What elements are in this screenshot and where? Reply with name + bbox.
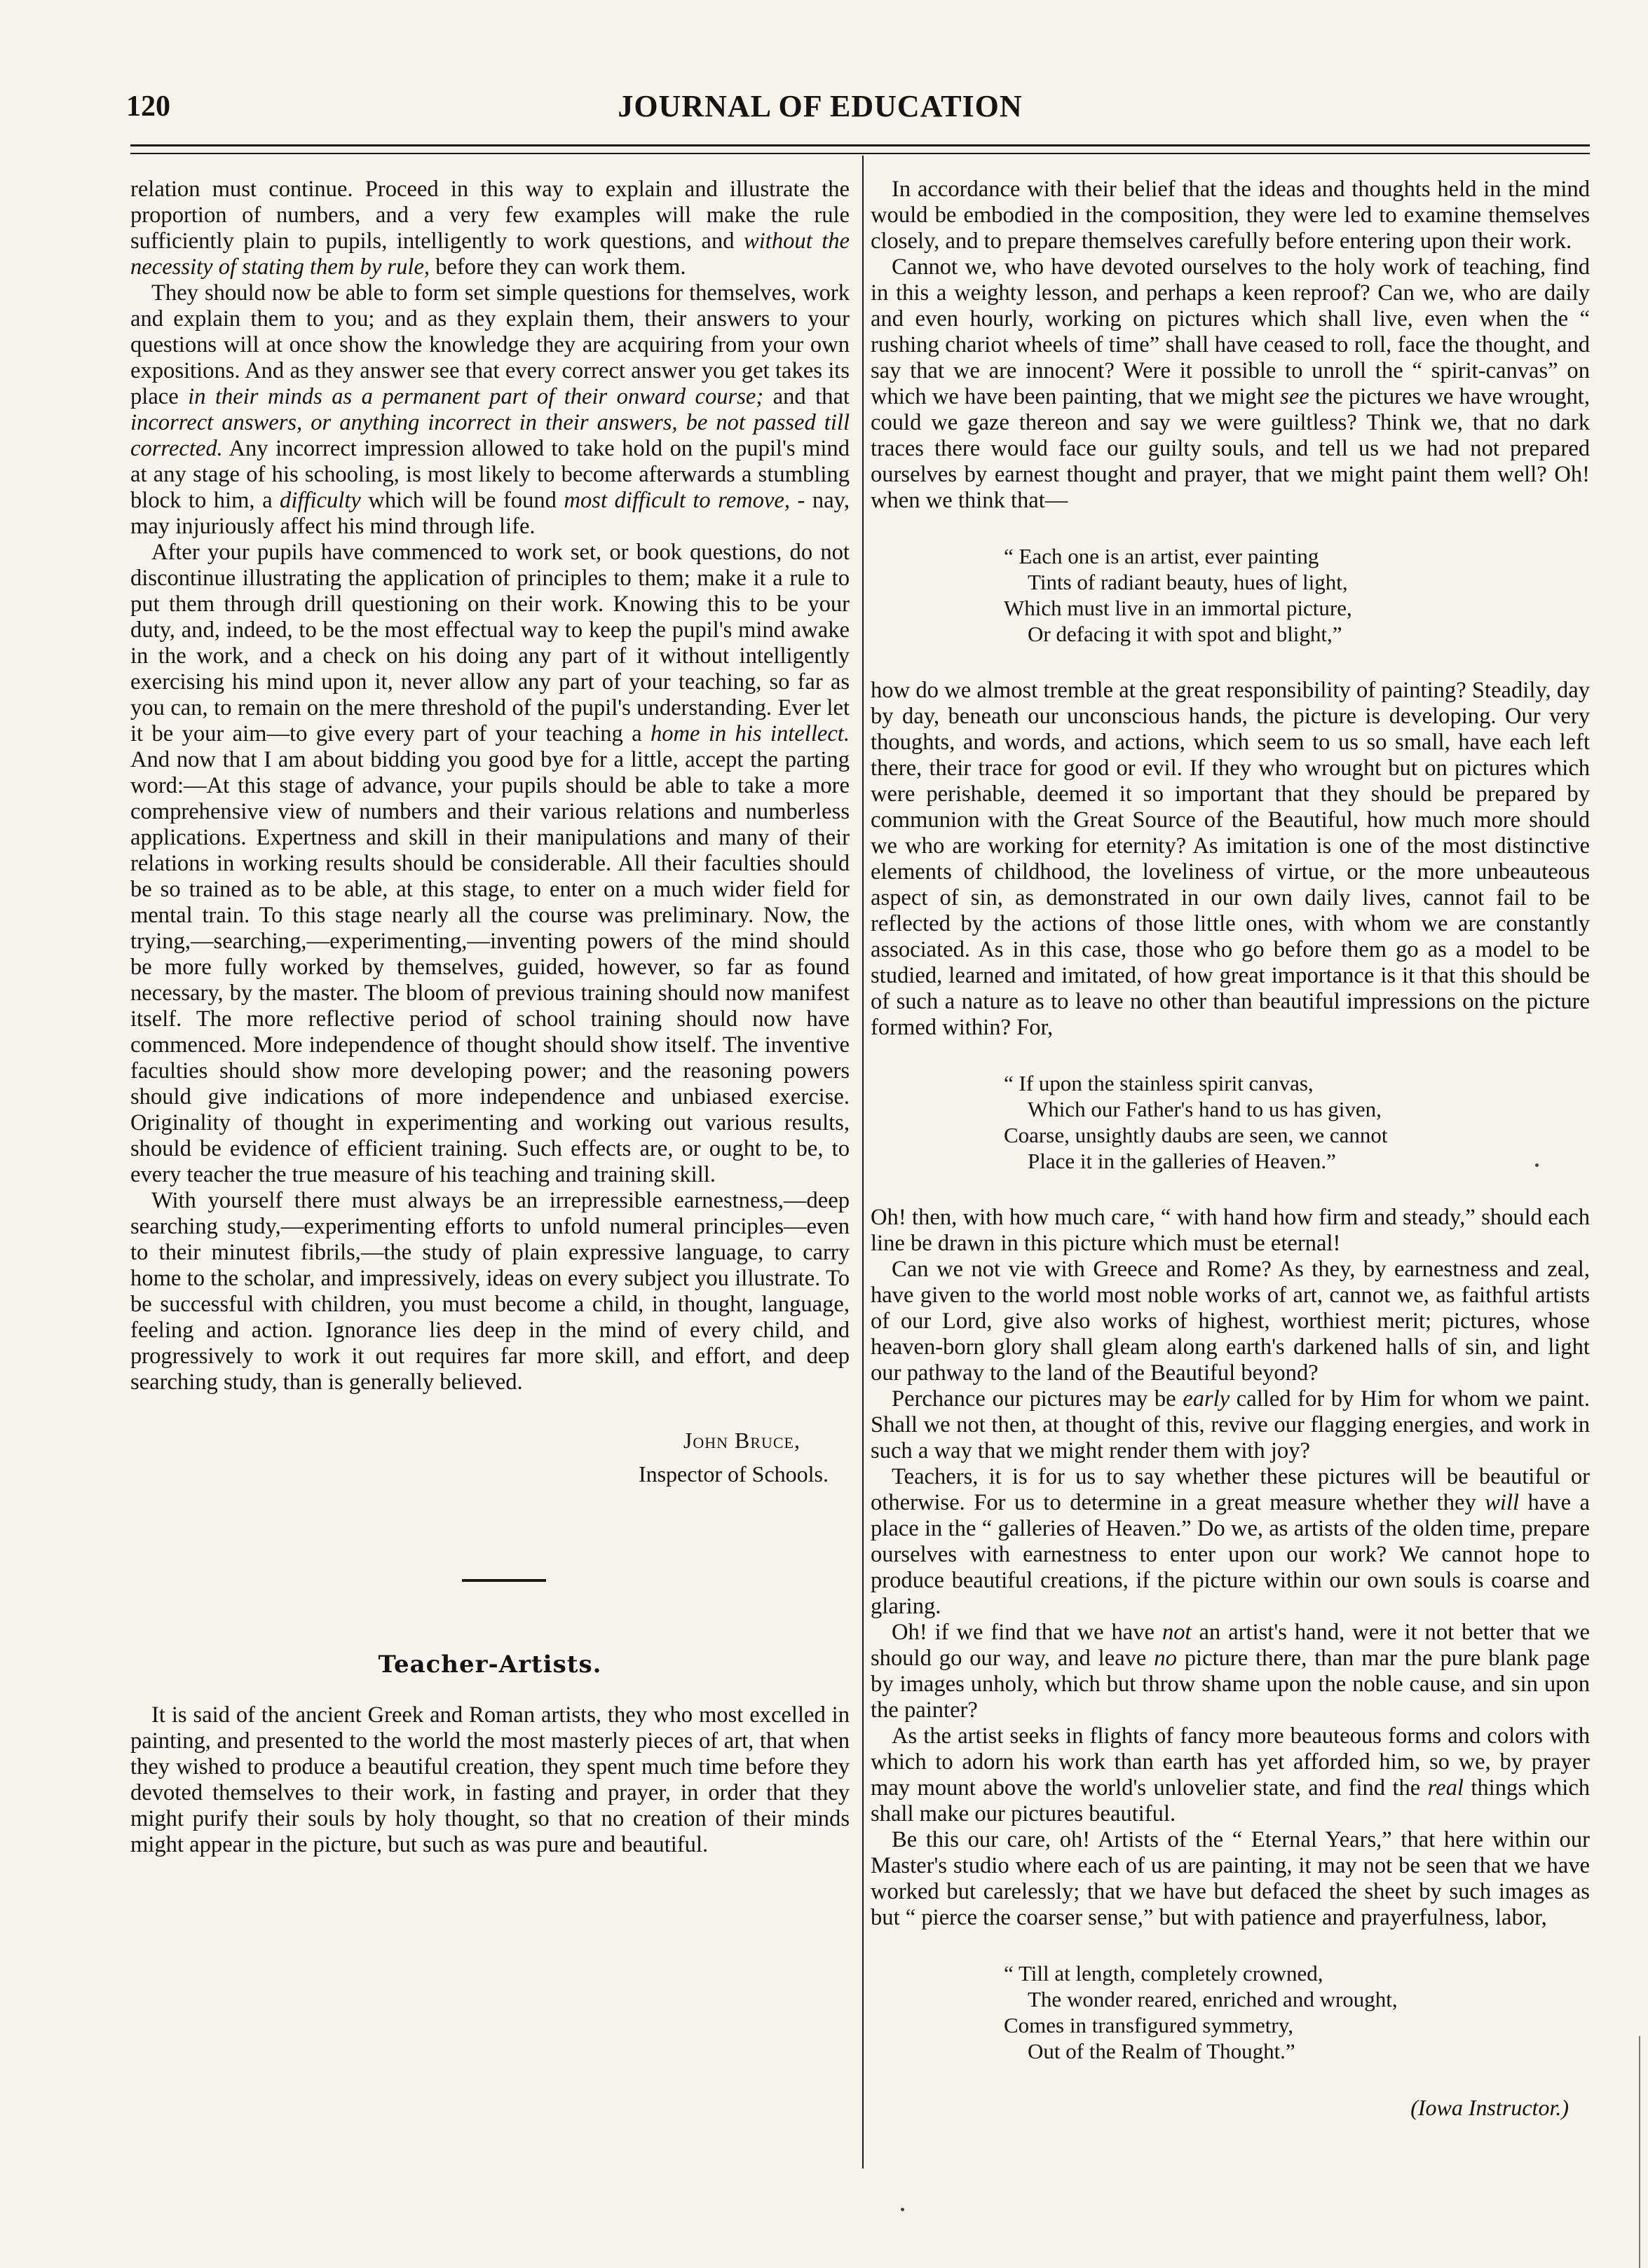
poem-line: Place it in the galleries of Heaven.” <box>1028 1149 1336 1173</box>
right-paragraph-10: Be this our care, oh! Artists of the “ Eternal Years,” that here within our Master's studio where each of us are painting, it may not be seen that we have worked but carelessly; that we have but defaced the sheet by such images as but “ pierce the coarser sense,” but with patience and prayerfulness, labor, <box>871 1827 1590 1930</box>
poem-line: Tints of radiant beauty, hues of light, <box>1028 570 1348 594</box>
source-credit: (Iowa Instructor.) <box>1410 2095 1569 2120</box>
poem-line: Coarse, unsightly daubs are seen, we cannot <box>1004 1123 1388 1147</box>
right-paragraph-3: how do we almost tremble at the great responsibility of painting? Steadily, day by day, beneath our unconscious hands, the picture is developing. Our very thoughts, and words, and actions, which seem to us so small, have each left there, their trace for good or evil. If they who wrought but on pictures which were perishable, deemed it so important that they should be prepared by communion with the Great Source of the Beautiful, how much more should we who are working for eternity? As imitation is one of the most distinctive elements of childhood, the loveliness of virtue, or the more unbeauteous aspect of sin, as demonstrated in our own daily lives, cannot fail to be reflected by the actions of those little ones, with whom we are constantly associated. As in this case, those who go before them go as a model to be studied, learned and imitated, of how great importance is it that this should be of such a nature as to leave no other than beautiful impressions on the picture formed within? For, <box>871 678 1590 1040</box>
signature-title: Inspector of Schools. <box>638 1461 829 1487</box>
poem-line: The wonder reared, enriched and wrought, <box>1028 1987 1398 2011</box>
right-column <box>871 177 1590 2121</box>
right-paragraph-2: Cannot we, who have devoted ourselves to the holy work of teaching, find in this a weighty lesson, and perhaps a keen reproof? Can we, who are daily and even hourly, working on pictures which shall live, even when the “ rushing chariot wheels of time” shall have ceased to roll, face the thought, and say that we are innocent? Were it possible to unroll the “ spirit-canvas” on which we have been painting, that we might see the pictures we have wrought, could we gaze thereon and say we were guiltless? Think we, that no dark traces there would face our guilty souls, and tell us we had not prepared ourselves by earnest thought and prayer, that we might paint them well? Oh! when we think that— <box>871 254 1590 513</box>
right-paragraph-9: As the artist seeks in flights of fancy more beauteous forms and colors with which to adorn his work than earth has yet afforded him, so we, by prayer may mount above the world's unlovelier state, and find the real things which shall make our pictures beautiful. <box>871 1723 1591 1826</box>
print-speck <box>901 2208 904 2211</box>
left-paragraph-2: They should now be able to form set simple questions for themselves, work and explain them to you; and as they explain them, their answers to your questions will at once show the knowledge they are acquiring from your own expositions. And as they answer see that every correct answer you get takes its place in their minds as a permanent part of their onward course; and that incorrect answers, or anything incorrect in their answers, be not passed till corrected. Any incorrect impression allowed to take hold on the pupil's mind at any stage of his schooling, is most likely to become afterwards a stumbling block to him, a difficulty which will be found most difficult to remove, - nay, may injuriously affect his mind through life. <box>130 280 850 539</box>
left-paragraph-4: With yourself there must always be an irrepressible earnestness,—deep searching study,—experimenting efforts to unfold numeral principles—even to their minutest fibrils,—the study of plain expressive language, to carry home to the scholar, and impressively, ideas on every subject you illustrate. To be successful with children, you must become a child, in thought, language, feeling and action. Ignorance lies deep in the mind of every child, and progressively to work it out requires far more skill, and effort, and deep searching study, than is generally believed. <box>130 1188 850 1395</box>
poem-line: “ If upon the stainless spirit canvas, <box>1004 1071 1314 1095</box>
article-title: Teacher-Artists. <box>378 1651 602 1679</box>
header-rule-thick <box>130 144 1590 146</box>
signature-block <box>130 1423 850 1491</box>
right-paragraph-7: Teachers, it is for us to say whether these pictures will be beautiful or otherwise. For us to determine in a great measure whether they will have a place in the “ galleries of Heaven.” Do we, as artists of the olden time, prepare ourselves with earnestness to enter upon our work? We cannot hope to produce beautiful creations, if the picture within our own souls is coarse and glaring. <box>871 1464 1590 1619</box>
poem-stanza-1 <box>871 543 1590 647</box>
right-paragraph-1: In accordance with their belief that the ideas and thoughts held in the mind would be embodied in the composition, they were led to examine themselves closely, and to prepare themselves carefully before entering upon their work. <box>871 177 1590 254</box>
poem-line: Which must live in an immortal picture, <box>1004 596 1352 620</box>
poem-line: Or defacing it with spot and blight,” <box>1028 622 1342 646</box>
article-intro: It is said of the ancient Greek and Roman artists, they who most excelled in painting, and presented to the world the most masterly pieces of art, that when they wished to produce a beautiful creation, they spent much time before they devoted themselves to their work, in fasting and prayer, in order that they might purify their souls by holy thought, so that no creation of their minds might appear in the picture, but such as was pure and beautiful. <box>130 1702 850 1857</box>
signature-name: John Bruce, <box>683 1428 801 1453</box>
header-rule-thin <box>130 153 1590 154</box>
page-number: 120 <box>126 90 170 123</box>
right-paragraph-6: Perchance our pictures may be early called for by Him for whom we paint. Shall we not then, at thought of this, revive our flagging energies, and work in such a way that we might render them with joy? <box>871 1386 1590 1463</box>
left-paragraph-1: relation must continue. Proceed in this way to explain and illustrate the proportion of numbers, and a very few examples will make the rule sufficiently plain to pupils, intelligently to work questions, and without the necessity of stating them by rule, before they can work them. <box>130 177 850 280</box>
poem-stanza-2 <box>871 1070 1590 1174</box>
right-paragraph-4: Oh! then, with how much care, “ with hand how firm and steady,” should each line be drawn in this picture which must be eternal! <box>871 1205 1590 1256</box>
section-divider <box>462 1579 546 1582</box>
poem-line: “ Each one is an artist, ever painting <box>1004 544 1319 568</box>
left-column <box>130 177 850 1858</box>
poem-stanza-3 <box>871 1960 1590 2064</box>
poem-line: “ Till at length, completely crowned, <box>1004 1961 1323 1986</box>
right-paragraph-5: Can we not vie with Greece and Rome? As they, by earnestness and zeal, have given to the world most noble works of art, cannot we, as faithful artists of our Lord, give also works of highest, worthiest merit; pictures, whose heaven-born glory shall gleam along earth's darkened halls of sin, and light our pathway to the land of the Beautiful beyond? <box>871 1257 1590 1386</box>
left-paragraph-3: After your pupils have commenced to work set, or book questions, do not discontinue illustrating the application of principles to them; make it a rule to put them through drill questioning on their work. Knowing this to be your duty, and, indeed, to be the most effectual way to keep the pupil's mind awake in the work, and a check on his doing any part of it without intelligently exercising his mind upon it, never allow any part of your teaching, so far as you can, to remain on the mere threshold of the pupil's understanding. Ever let it be your aim—to give every part of your teaching a home in his intellect. And now that I am about bidding you good bye for a little, accept the parting word:—At this stage of advance, your pupils should be able to take a more comprehensive view of numbers and their various relations and numberless applications. Expertness and skill in their manipulations and many of their relations in working results should be considerable. All their faculties should be so trained as to be able, at this stage, to enter on a much wider field for mental train. To this stage nearly all the course was preliminary. Now, the trying,—searching,—experimenting,—inventing powers of the mind should be more fully worked by themselves, guided, however, so far as found necessary, by the master. The bloom of previous training should now manifest itself. The more reflective period of school training should now have commenced. More independence of thought should show itself. The inventive faculties should show more developing power; and the reasoning powers should give indications of more independence and unbiased exercise. Originality of thought in experimenting and working out various results, should be evidence of efficient training. Such effects are, or ought to be, to every teacher the true measure of his teaching and training skill. <box>130 540 850 1187</box>
poem-line: Comes in transfigured symmetry, <box>1004 2013 1293 2037</box>
column-divider <box>862 156 864 2168</box>
print-speck <box>1535 1163 1539 1167</box>
poem-line: Which our Father's hand to us has given, <box>1028 1097 1382 1121</box>
right-paragraph-8: Oh! if we find that we have not an artist's hand, were it not better that we should go our way, and leave no picture there, than mar the pure blank page by images unholy, which but throw shame upon the noble cause, and sin upon the painter? <box>871 1620 1590 1723</box>
running-title: JOURNAL OF EDUCATION <box>618 89 1023 123</box>
margin-line <box>1639 2036 1640 2268</box>
poem-line: Out of the Realm of Thought.” <box>1028 2039 1295 2063</box>
